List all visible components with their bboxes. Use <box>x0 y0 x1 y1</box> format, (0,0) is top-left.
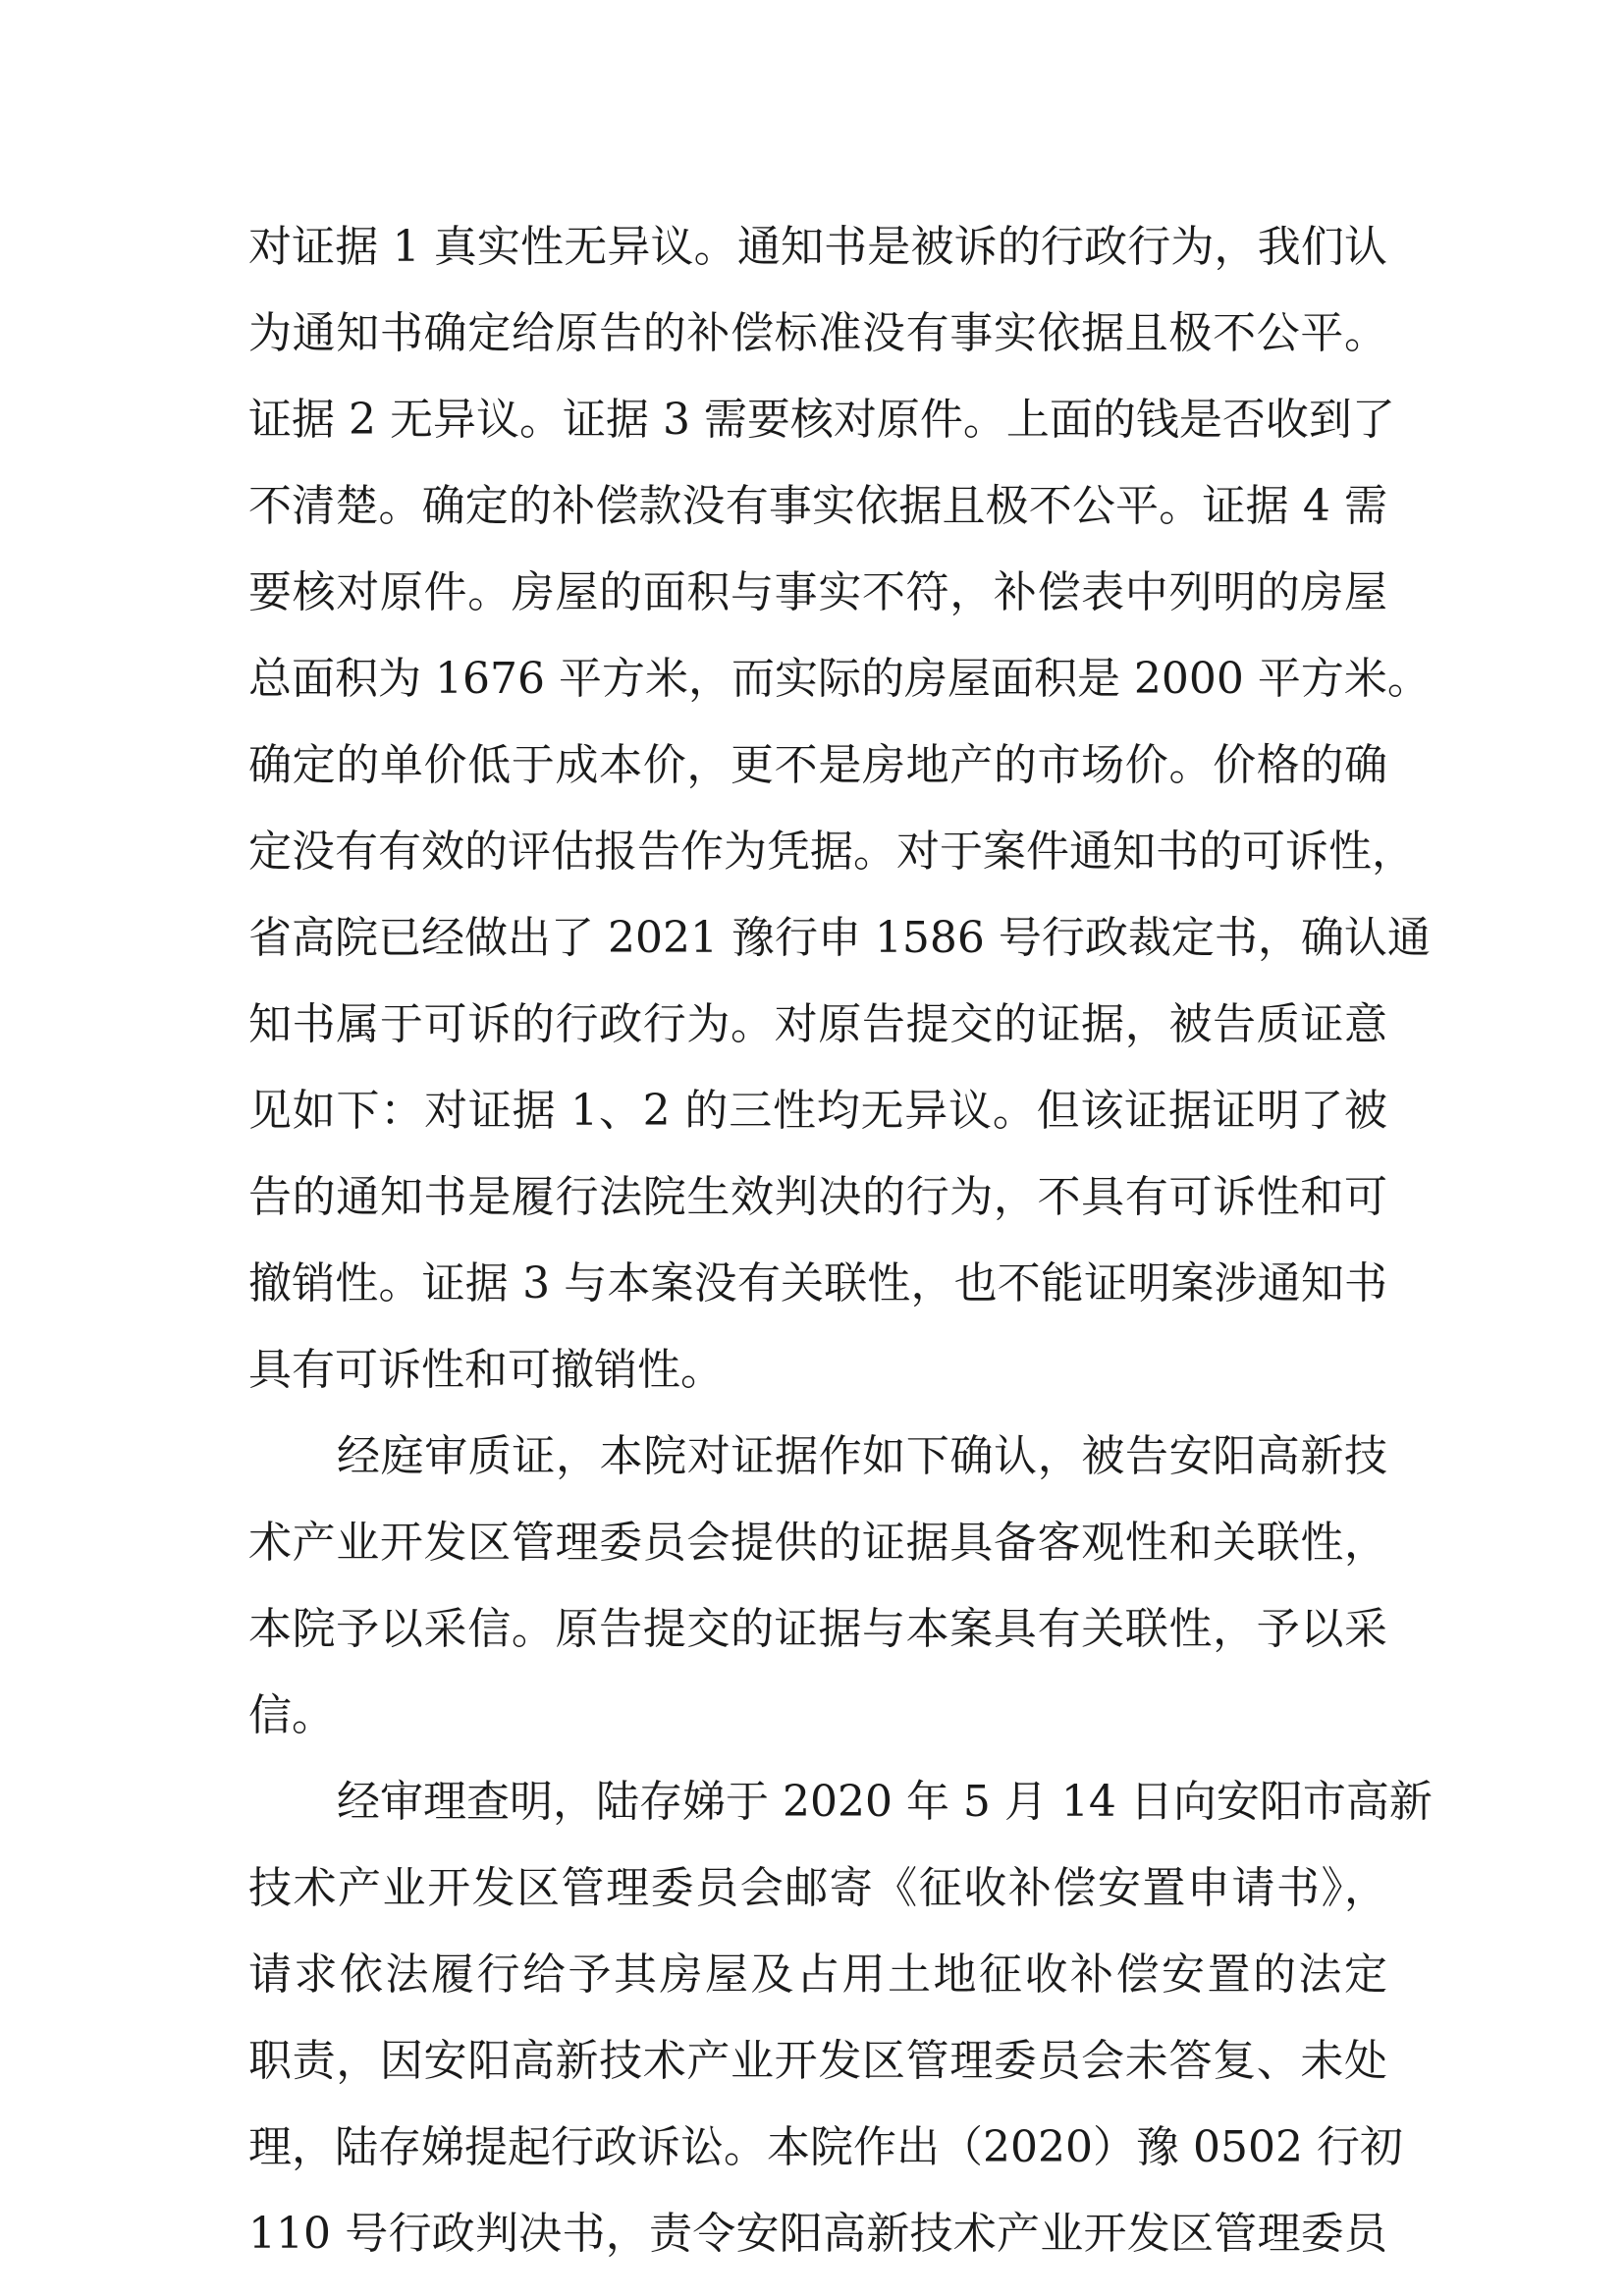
text-line: 确定的单价低于成本价，更不是房地产的市场价。价格的确 <box>248 740 1387 790</box>
text-line: 具有可诉性和可撤销性。 <box>248 1345 724 1395</box>
text-line: 术产业开发区管理委员会提供的证据具备客观性和关联性， <box>248 1518 1387 1568</box>
text-line: 经审理查明，陆存娣于 2020 年 5 月 14 日向安阳市高新 <box>337 1777 1433 1827</box>
text-line: 请求依法履行给予其房屋及占用土地征收补偿安置的法定 <box>248 1949 1387 2000</box>
text-line: 见如下：对证据 1、2 的三性均无异议。但该证据证明了被 <box>248 1086 1387 1136</box>
text-line: 技术产业开发区管理委员会邮寄《征收补偿安置申请书》， <box>248 1863 1387 1913</box>
text-line: 总面积为 1676 平方米，而实际的房屋面积是 2000 平方米。 <box>248 654 1431 704</box>
text-line: 对证据 1 真实性无异议。通知书是被诉的行政行为，我们认 <box>248 222 1387 272</box>
text-line: 不清楚。确定的补偿款没有事实依据且极不公平。证据 4 需 <box>248 481 1387 531</box>
text-line: 信。 <box>248 1690 335 1740</box>
text-line: 告的通知书是履行法院生效判决的行为，不具有可诉性和可 <box>248 1172 1387 1222</box>
text-line: 经庭审质证，本院对证据作如下确认，被告安阳高新技 <box>337 1431 1387 1481</box>
text-line: 省高院已经做出了 2021 豫行申 1586 号行政裁定书，确认通 <box>248 913 1431 963</box>
text-line: 职责，因安阳高新技术产业开发区管理委员会未答复、未处 <box>248 2036 1387 2086</box>
text-line: 撤销性。证据 3 与本案没有关联性，也不能证明案涉通知书 <box>248 1258 1387 1308</box>
text-line: 为通知书确定给原告的补偿标准没有事实依据且极不公平。 <box>248 308 1387 358</box>
text-line: 证据 2 无异议。证据 3 需要核对原件。上面的钱是否收到了 <box>248 395 1395 445</box>
text-line: 本院予以采信。原告提交的证据与本案具有关联性，予以采 <box>248 1604 1387 1654</box>
text-line: 定没有有效的评估报告作为凭据。对于案件通知书的可诉性， <box>248 827 1415 877</box>
text-line: 知书属于可诉的行政行为。对原告提交的证据，被告质证意 <box>248 999 1387 1049</box>
text-line: 110 号行政判决书，责令安阳高新技术产业开发区管理委员 <box>248 2209 1387 2259</box>
text-line: 理，陆存娣提起行政诉讼。本院作出（2020）豫 0502 行初 <box>248 2122 1403 2172</box>
text-line: 要核对原件。房屋的面积与事实不符，补偿表中列明的房屋 <box>248 567 1387 617</box>
